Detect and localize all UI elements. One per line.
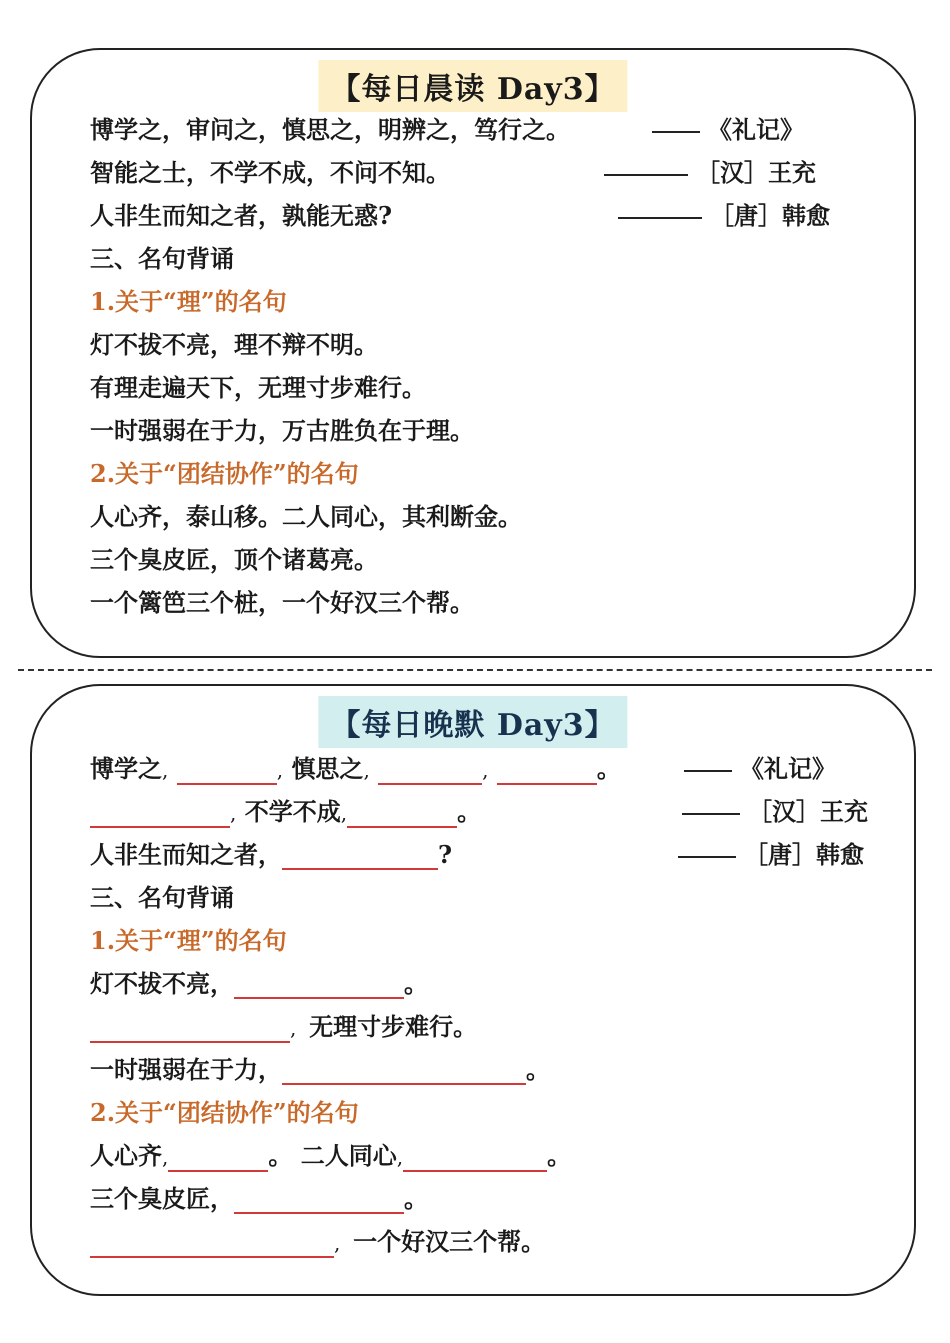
fill-line-1: 博学之, , 慎思之, , 。 [90,754,621,783]
blank-field[interactable] [497,757,597,785]
fill-proverb-line: 三个臭皮匠， 。 [90,1184,428,1213]
fill-proverb-line: 一时强弱在于力， 。 [90,1055,550,1084]
blank-field[interactable] [234,971,404,999]
quote-line-3: 人非生而知之者，孰能无惑? [90,201,393,230]
evening-title: 【每日晚默 Day3】 [318,696,627,748]
fill-proverb-line: , 无理寸步难行。 [90,1012,477,1043]
proverb-line: 灯不拔不亮，理不辩不明。 [90,330,378,359]
section-title: 三、名句背诵 [90,883,234,912]
heading-reason: 1.关于“理”的名句 [90,287,287,316]
blank-field[interactable] [90,1230,334,1258]
fill-source-2: ［汉］王充 [682,797,868,827]
fill-proverb-line: , 一个好汉三个帮。 [90,1227,545,1258]
morning-reading-card [30,48,916,658]
heading-teamwork: 2.关于“团结协作”的名句 [90,1098,359,1127]
proverb-line: 三个臭皮匠，顶个诸葛亮。 [90,545,378,574]
proverb-line: 人心齐，泰山移。二人同心，其利断金。 [90,502,522,531]
morning-title: 【每日晨读 Day3】 [318,60,627,112]
blank-field[interactable] [403,1144,547,1172]
fill-source-3: ［唐］韩愈 [678,840,864,870]
fill-proverb-line: 灯不拔不亮， 。 [90,969,428,998]
quote-source-1: 《礼记》 [652,115,804,145]
blank-field[interactable] [378,757,482,785]
proverb-line: 有理走遍天下，无理寸步难行。 [90,373,426,402]
blank-field[interactable] [90,1015,290,1043]
blank-field[interactable] [347,800,457,828]
fill-source-1: 《礼记》 [684,754,836,784]
proverb-line: 一时强弱在于力，万古胜负在于理。 [90,416,474,445]
quote-line-2: 智能之士，不学不成，不问不知。 [90,158,450,187]
blank-field[interactable] [177,757,277,785]
evening-dictation-card [30,684,916,1296]
quote-source-3: ［唐］韩愈 [618,201,830,231]
blank-field[interactable] [282,1057,526,1085]
blank-field[interactable] [90,800,230,828]
heading-reason: 1.关于“理”的名句 [90,926,287,955]
heading-teamwork: 2.关于“团结协作”的名句 [90,459,359,488]
dashed-divider [18,669,932,671]
blank-field[interactable] [234,1186,404,1214]
blank-field[interactable] [282,842,438,870]
section-title: 三、名句背诵 [90,244,234,273]
blank-field[interactable] [168,1144,268,1172]
quote-source-2: ［汉］王充 [604,158,816,188]
fill-line-3: 人非生而知之者， ? [90,840,453,869]
quote-line-1: 博学之，审问之，慎思之，明辨之，笃行之。 [90,115,570,144]
fill-proverb-line: 人心齐, 。 二人同心, 。 [90,1141,572,1170]
fill-line-2: , 不学不成, 。 [90,797,481,828]
proverb-line: 一个篱笆三个桩，一个好汉三个帮。 [90,588,474,617]
